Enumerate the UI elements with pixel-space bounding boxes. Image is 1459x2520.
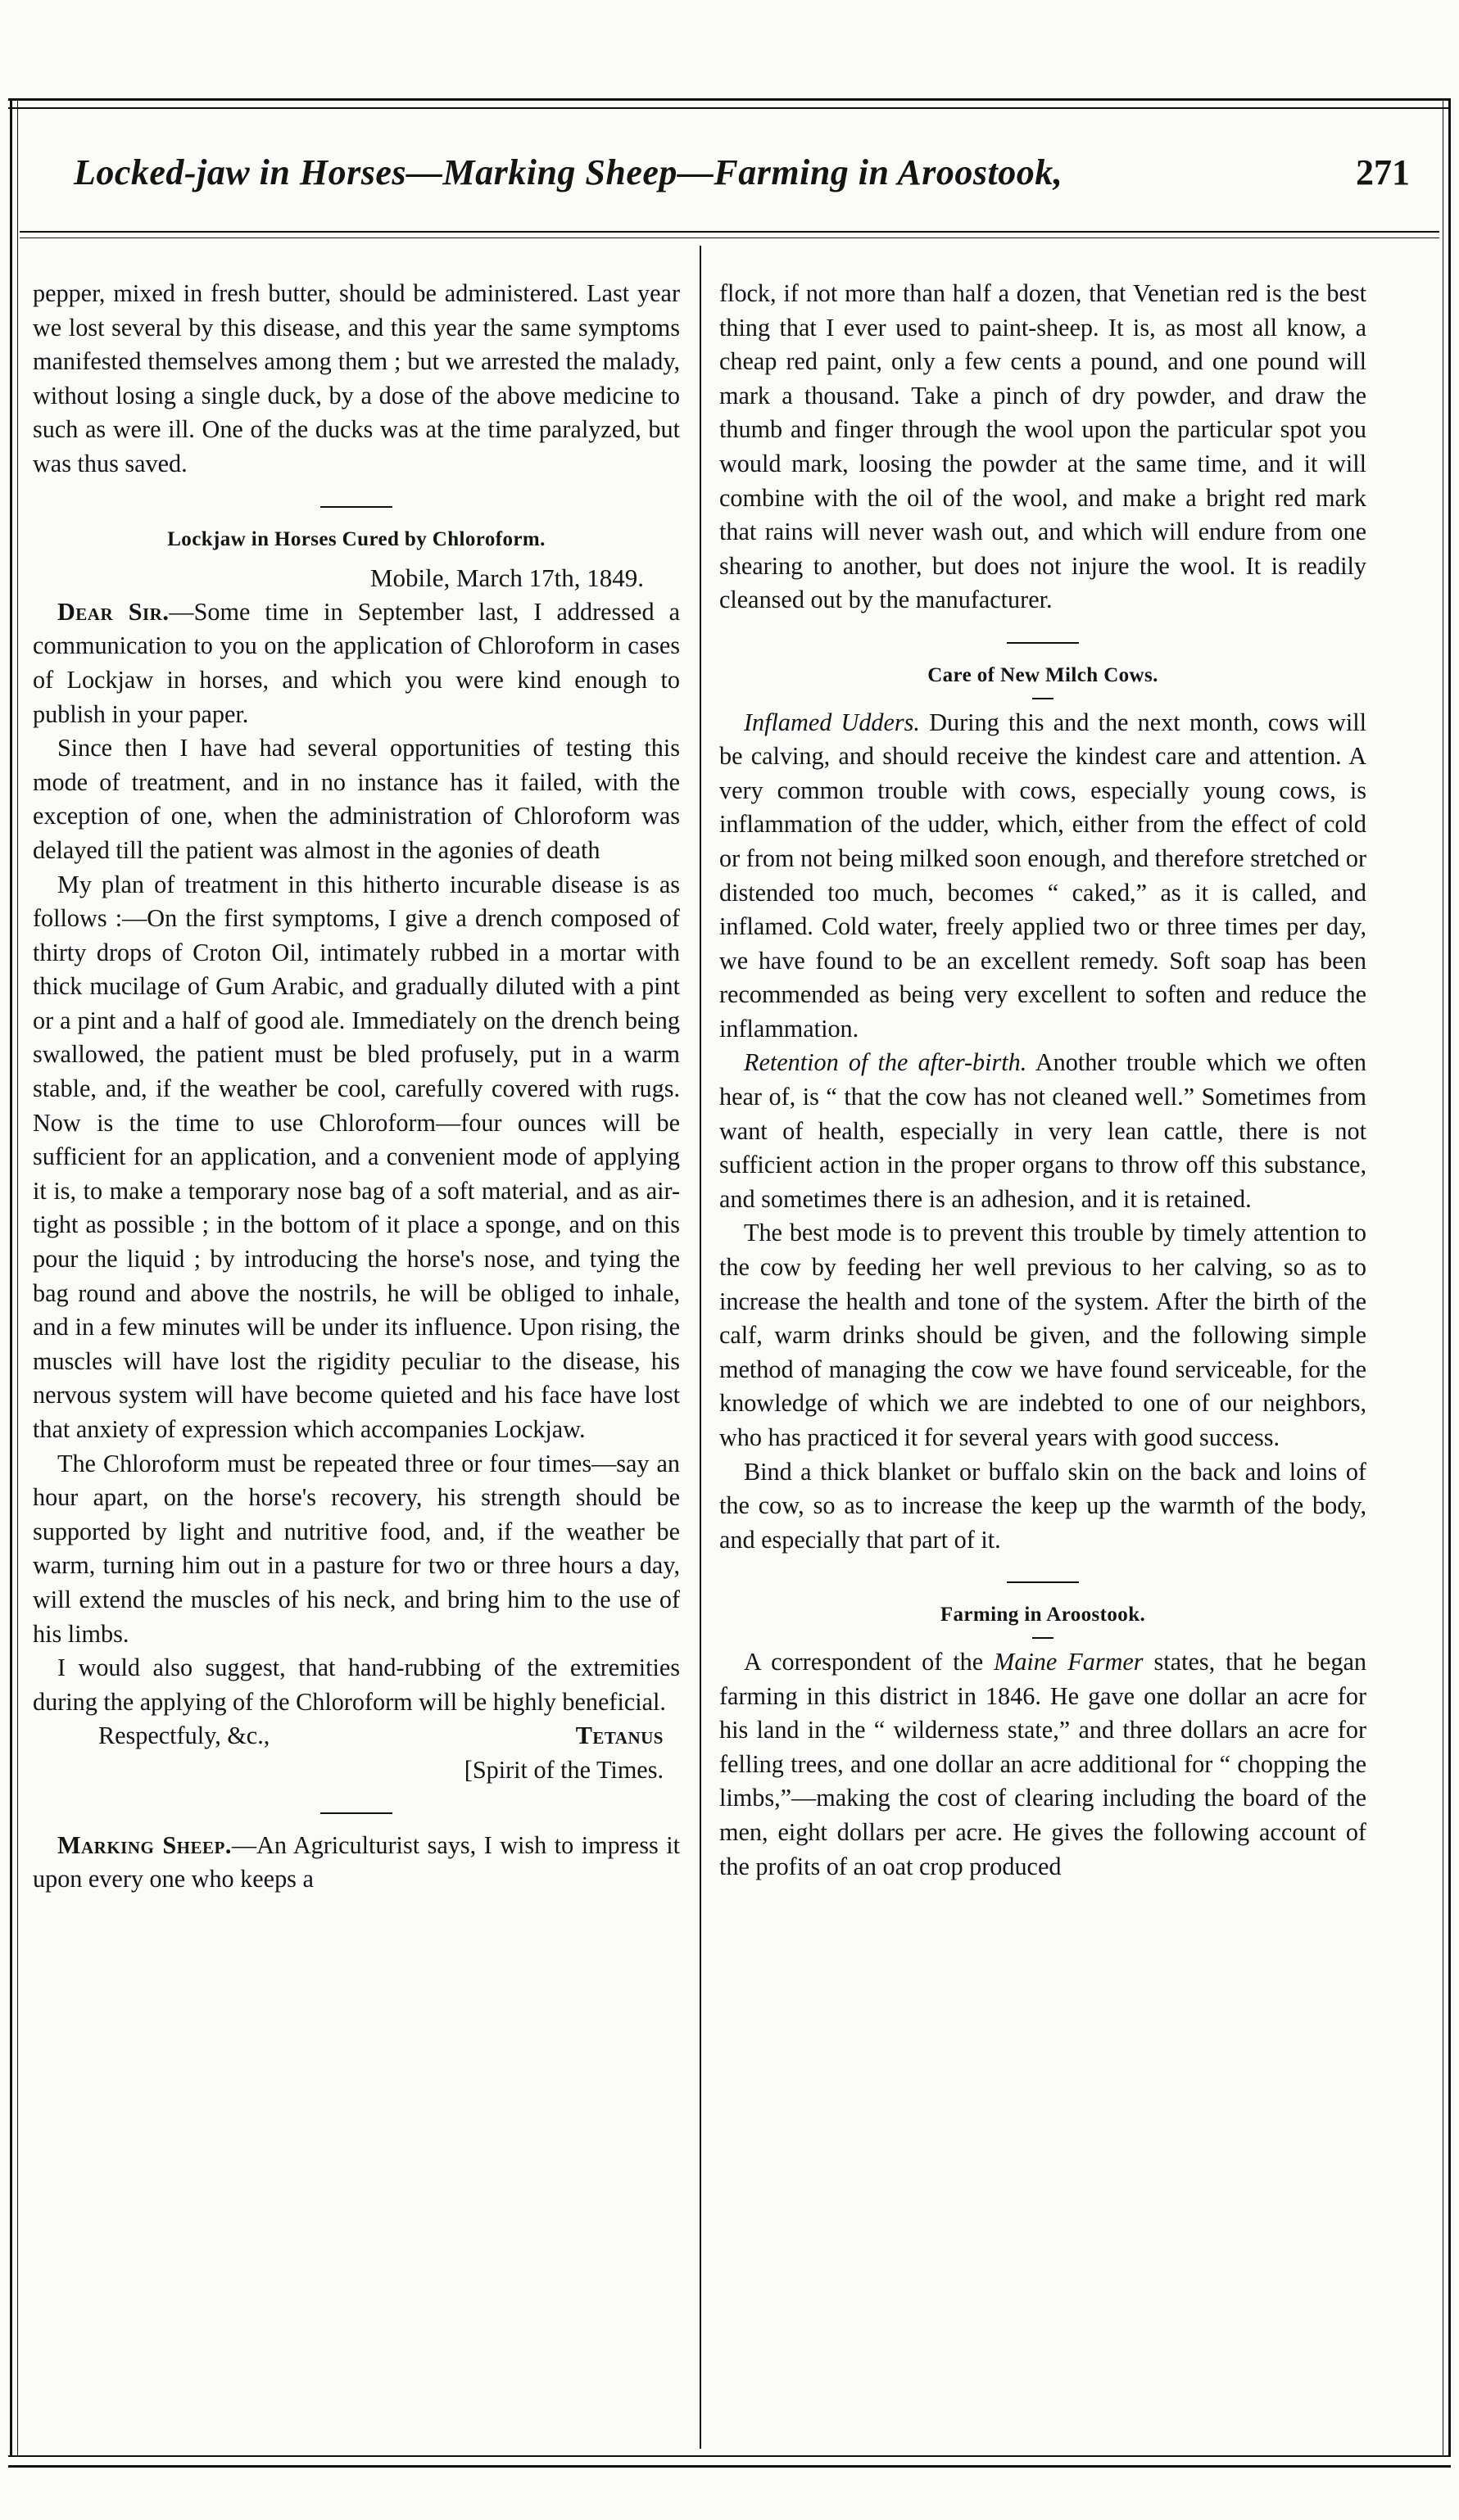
signature-line [33,1719,680,1753]
page-number: 271 [1356,152,1410,192]
right-column [719,277,1366,2447]
udders-paragraph: Inflamed Udders. During this and the next month, cows will be calving, and should receive the kindest care and attention. A very common trouble with cows, especially young cows, is inflammation of the udder, which, either from the effect of cold or from not being milked soon enough, and therefore stretched or distended too much, becomes “ caked,” as it is called, and inflamed. Cold water, freely applied two or three times per day, we have found to be an excellent remedy. Soft soap has been recommended as being very excellent to soften and reduce the inflammation. [719,708,1366,1043]
milch-cows-heading: Care of New Milch Cows. [927,663,1158,686]
left-column [33,277,680,2447]
afterbirth-paragraph: Retention of the after-birth. Another trouble which we often hear of, is “ that the cow has not cleaned well.” Sometimes from want of health, especially in very lean cattle, there is not sufficient action in the proper organs to throw off this substance, and sometimes there is an adhesion, and it is retained. [719,1048,1366,1213]
page-frame-bottom [8,2455,1451,2468]
section-rule [320,506,392,508]
page-frame-left [10,98,18,2457]
aroostook-paragraph: A correspondent of the Maine Farmer states, that he began farming in this district in 1846. He gave one dollar an acre for his land in the “ wilderness state,” and three dollars an acre for felling trees, and one dollar an acre additional for “ chopping the limbs,”—making the cost of clearing including the board of the men, eight dollars per acre. He gives the following account of the profits of an oat crop produced [719,1647,1366,1880]
lockjaw-dateline: Mobile, March 17th, 1849. [369,563,644,593]
lockjaw-paragraph-5: I would also suggest, that hand-rubbing of the extremities during the applying of the Chloroform will be highly beneficial. [33,1654,680,1716]
running-title: Locked-jaw in Horses—Marking Sheep—Farming in Aroostook, [74,152,1063,192]
marking-sheep-continuation: flock, if not more than half a dozen, that Venetian red is the best thing that I ever used to paint-sheep. It is, as most all know, a cheap red paint, only a few cents a pound, and one pound will mark a thousand. Take a pinch of dry powder, and draw the thumb and finger through the wool upon the particular spot you would mark, loosing the powder at the same time, and it will combine with the oil of the wool, and make a bright red mark that rains will never wash out, and which will endure from one shearing to another, but does not injure the wool. It is readily cleansed out by the manufacturer. [719,279,1366,614]
lockjaw-paragraph-4: The Chloroform must be repeated three or four times—say an hour apart, on the horse's recovery, his strength should be supported by light and nutritive food, and, if the weather be warm, turning him out in a pasture for two or three hours a day, will extend the muscles of his neck, and bring him to the use of his limbs. [33,1449,680,1648]
column-divider [700,246,701,2449]
page-frame-top [8,98,1451,109]
heading-rule [1032,698,1053,699]
afterbirth-lead: Retention of the after-birth. [744,1048,1027,1077]
marking-sheep-paragraph: Marking Sheep.—An Agriculturist says, I wish to impress it upon every one who keeps a [33,1830,680,1893]
section-rule [320,1812,392,1814]
page-frame-right [1443,98,1451,2457]
lockjaw-heading: Lockjaw in Horses Cured by Chloroform. [167,527,546,550]
aroostook-heading: Farming in Aroostook. [940,1604,1146,1626]
running-header [33,143,1426,217]
blanket-paragraph: Bind a thick blanket or buffalo skin on the back and loins of the cow, so as to increase the keep up the warmth of the body, and especially that part of it. [719,1457,1366,1554]
signature: Tetanus [575,1721,664,1750]
salutation: Dear Sir. [57,597,170,626]
header-rule [20,231,1439,238]
prevention-paragraph: The best mode is to prevent this trouble by timely attention to the cow by feeding her well previous to her calving, so as to increase the health and tone of the system. After the birth of the calf, warm drinks should be given, and the following simple method of managing the cow we have found serviceable, for the knowledge of which we are indebted to one of our neighbors, who has practiced it for several years with good success. [719,1219,1366,1451]
section-rule [1007,1581,1079,1583]
newspaper-name: Maine Farmer [994,1647,1144,1676]
section-rule [1007,642,1079,644]
udders-lead: Inflamed Udders. [744,708,920,736]
heading-rule [1032,1637,1053,1639]
source-attribution: [Spirit of the Times. [464,1755,664,1784]
lockjaw-paragraph-2: Since then I have had several opportunities of testing this mode of treatment, and in no instance has it failed, with the exception of one, when the administration of Chloroform was delayed till the patient was almost in the agonies of death [33,734,680,864]
marking-sheep-lead: Marking Sheep. [57,1830,232,1859]
closing: Respectfuly, &c., [98,1721,270,1750]
lockjaw-paragraph-1: Dear Sir.—Some time in September last, I addressed a communication to you on the application of Chloroform in cases of Lockjaw in horses, and which you were kind enough to publish in your paper. [33,597,680,728]
lockjaw-paragraph-3: My plan of treatment in this hitherto incurable disease is as follows :—On the first symptoms, I give a drench composed of thirty drops of Croton Oil, intimately rubbed in a mortar with thick mucilage of Gum Arabic, and gradually diluted with a pint or a pint and a half of good ale. Immediately on the drench being swallowed, the patient must be bled profusely, put in a warm stable, and, if the weather be cool, carefully covered with rugs. Now is the time to use Chloroform—four ounces will be sufficient for an application, and a convenient mode of applying it is, to make a temporary nose bag of a soft material, and as air-tight as possible ; in the bottom of it place a sponge, and on this pour the liquid ; by introducing the horse's nose, and tying the bag round and above the nostrils, he will be obliged to inhale, and in a few minutes will be under its influence. Upon rising, the muscles will have lost the rigidity peculiar to the disease, his nervous system will have become quieted and his face have lost that anxiety of expression which accompanies Lockjaw. [33,870,680,1443]
duck-article-continuation: pepper, mixed in fresh butter, should be administered. Last year we lost several by this disease, and this year the same symptoms manifested themselves among them ; but we arrested the malady, without losing a single duck, by a dose of the above medicine to such as were ill. One of the ducks was at the time paralyzed, but was thus saved. [33,279,680,477]
